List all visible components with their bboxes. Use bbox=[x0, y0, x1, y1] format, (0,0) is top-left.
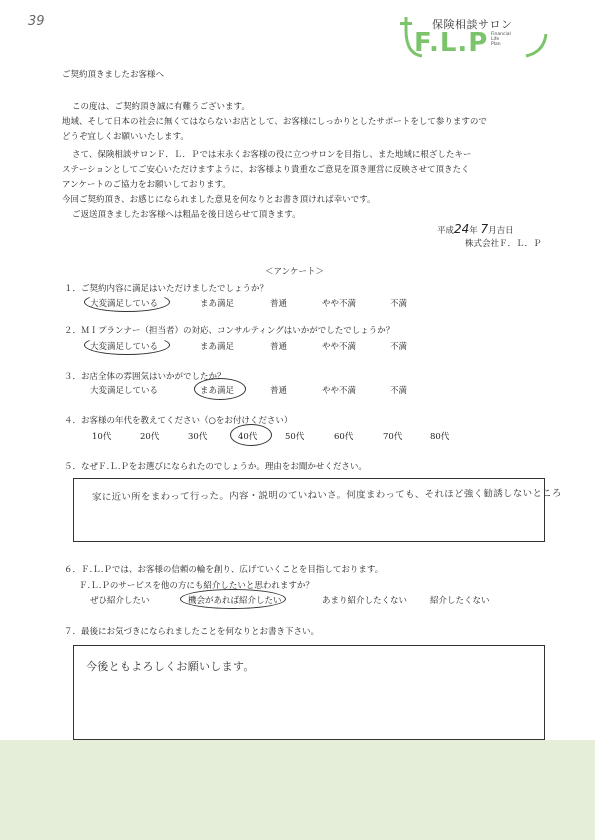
salutation: ご契約頂きましたお客様へ bbox=[62, 70, 165, 80]
letter-line-8: ご返送頂きましたお客様へは粗品を後日送らせて頂きます。 bbox=[72, 210, 301, 220]
q4-question: ４．お客様の年代を教えてください（○をお付けください） bbox=[64, 416, 293, 426]
q3-question: ３．お店全体の雰囲気はいかがでしたか？ bbox=[64, 372, 226, 382]
q1-option-3[interactable]: 普通 bbox=[270, 299, 288, 309]
q4-option-3[interactable]: 30代 bbox=[188, 432, 208, 442]
q1-option-1[interactable]: 大変満足している bbox=[90, 299, 159, 309]
q4-option-4[interactable]: 40代 bbox=[238, 432, 258, 442]
logo-tagline: Financial Life Plan bbox=[491, 32, 511, 47]
q1-question: １．ご契約内容に満足はいただけましたでしょうか？ bbox=[64, 284, 269, 294]
q4-option-7[interactable]: 70代 bbox=[383, 432, 403, 442]
q1-option-2[interactable]: まあ満足 bbox=[200, 299, 235, 309]
q2-option-2[interactable]: まあ満足 bbox=[200, 342, 235, 352]
q4-option-1[interactable]: 10代 bbox=[92, 432, 112, 442]
letter-line-3: どうぞ宜しくお願いいたします。 bbox=[62, 132, 189, 142]
q6-answer-circle bbox=[180, 589, 286, 609]
q3-option-1[interactable]: 大変満足している bbox=[90, 386, 159, 396]
q6-option-4[interactable]: 紹介したくない bbox=[430, 596, 490, 606]
q3-option-4[interactable]: やや不満 bbox=[322, 386, 357, 396]
q2-option-3[interactable]: 普通 bbox=[270, 342, 288, 352]
q4-option-6[interactable]: 60代 bbox=[334, 432, 354, 442]
q3-option-5[interactable]: 不満 bbox=[390, 386, 408, 396]
q1-option-5[interactable]: 不満 bbox=[390, 299, 408, 309]
letter-company: 株式会社Ｆ．Ｌ．Ｐ bbox=[465, 239, 542, 249]
q2-answer-circle bbox=[84, 335, 170, 355]
survey-title: ＜アンケート＞ bbox=[265, 267, 324, 277]
q5-answer-text: 家に近い所をまわって行った。内容・説明のていねいさ。何度まわっても、それほど強く勧誘しないところ bbox=[91, 487, 562, 504]
q3-answer-circle bbox=[194, 378, 246, 400]
letter-line-7: 今回ご契約頂き、お感じになられました意見を何なりとお書き頂ければ幸いです。 bbox=[62, 195, 376, 205]
q4-answer-circle bbox=[230, 424, 272, 446]
letter-line-1: この度は、ご契約頂き誠に有難うございます。 bbox=[72, 102, 250, 112]
letter-line-5: ステーションとしてご安心いただけますように、お客様より貴重なご意見を頂き運営に反映させて頂きたく bbox=[62, 165, 470, 175]
q2-option-5[interactable]: 不満 bbox=[390, 342, 408, 352]
q4-option-8[interactable]: 80代 bbox=[430, 432, 450, 442]
q7-question: ７．最後にお気づきになられましたことを何なりとお書き下さい。 bbox=[64, 627, 320, 637]
logo-subtitle: 保険相談サロン bbox=[432, 18, 513, 31]
q1-option-4[interactable]: やや不満 bbox=[322, 299, 357, 309]
q4-option-5[interactable]: 50代 bbox=[285, 432, 305, 442]
q5-question: ５．なぜＦ.Ｌ.Ｐをお選びになられたのでしょうか。理由をお聞かせください。 bbox=[64, 462, 367, 472]
q6-option-2[interactable]: 機会があれば紹介したい bbox=[188, 596, 282, 606]
q6-option-1[interactable]: ぜひ紹介したい bbox=[90, 596, 150, 606]
logo-mark: F.L.P bbox=[414, 28, 489, 58]
page-number: 39 bbox=[28, 14, 45, 29]
q2-option-1[interactable]: 大変満足している bbox=[90, 342, 159, 352]
q1-answer-circle bbox=[84, 292, 170, 312]
q2-question: ２．ＭＩプランナー（担当者）の対応、コンサルティングはいかがでしたでしょうか？ bbox=[64, 326, 395, 336]
q7-answer-text: 今後ともよろしくお願いします。 bbox=[86, 660, 255, 673]
q5-answer-box[interactable] bbox=[73, 478, 562, 542]
footer-band bbox=[0, 740, 595, 840]
q6-question-1: ６．Ｆ.Ｌ.Ｐでは、お客様の信頼の輪を創り、広げていくことを目指しております。 bbox=[64, 565, 384, 575]
letter-line-2: 地域、そして日本の社会に無くてはならないお店として、お客様にしっかりとしたサポートをして参りますので bbox=[62, 117, 487, 127]
q6-option-3[interactable]: あまり紹介したくない bbox=[322, 596, 408, 606]
q2-option-4[interactable]: やや不満 bbox=[322, 342, 357, 352]
q3-option-2[interactable]: まあ満足 bbox=[200, 386, 235, 396]
q6-question-2: Ｆ.Ｌ.Ｐのサービスを他の方にも紹介したいと思われますか？ bbox=[79, 581, 314, 591]
q3-option-3[interactable]: 普通 bbox=[270, 386, 288, 396]
letter-date: 平成24年 7月吉日 bbox=[437, 222, 514, 236]
q7-answer-box[interactable] bbox=[73, 645, 545, 740]
letter-line-4: さて、保険相談サロンＦ．Ｌ．Ｐでは末永くお客様の役に立つサロンを目指し、また地域に根ざしたキー bbox=[72, 150, 472, 160]
letter-line-6: アンケートのご協力をお願いしております。 bbox=[62, 180, 231, 190]
q4-option-2[interactable]: 20代 bbox=[140, 432, 160, 442]
